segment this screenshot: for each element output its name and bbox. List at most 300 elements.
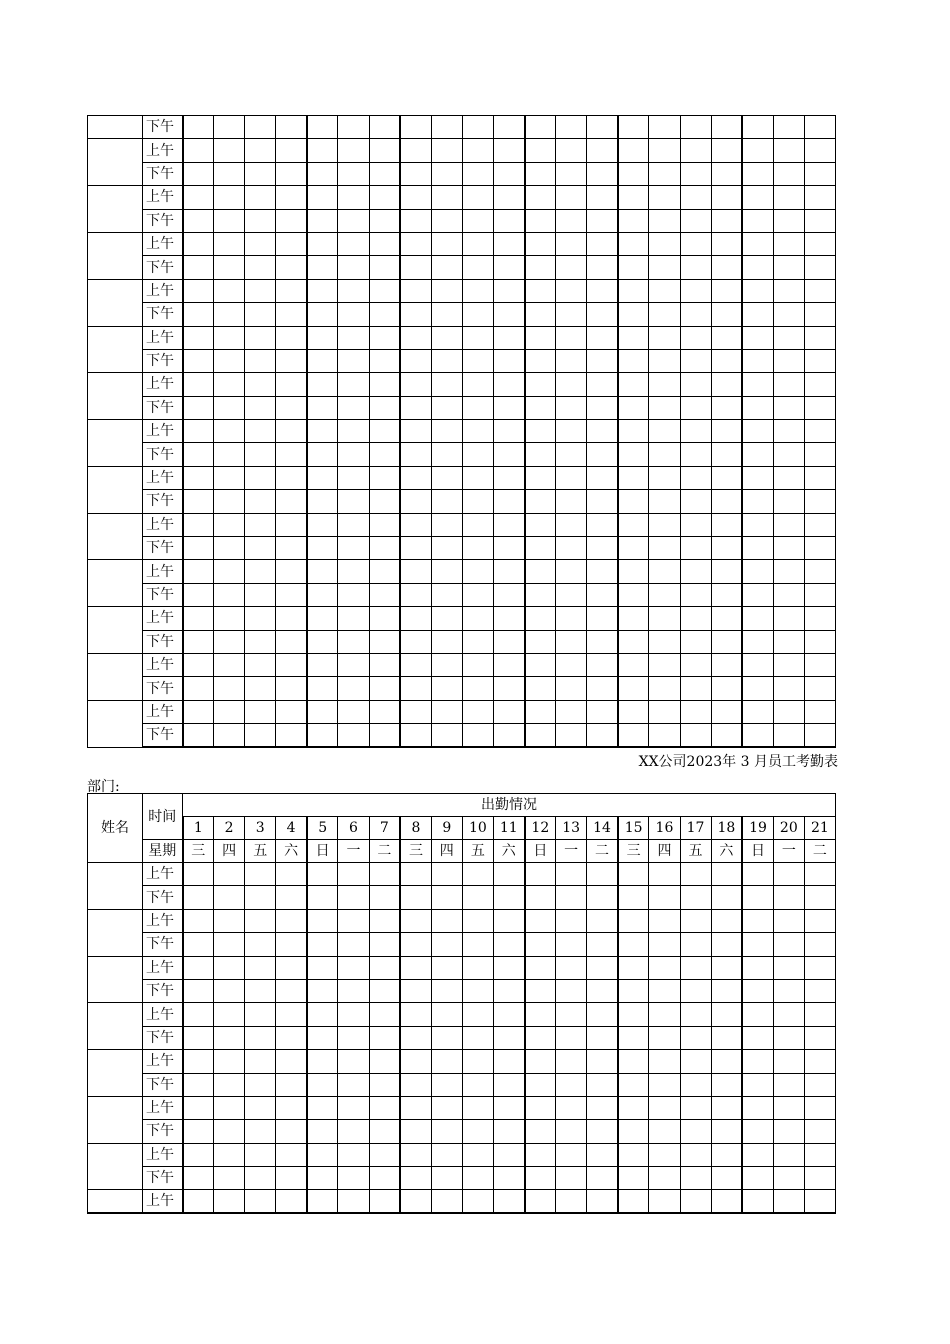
attendance-cell[interactable] <box>276 466 307 489</box>
attendance-cell[interactable] <box>773 279 804 302</box>
attendance-cell[interactable] <box>493 700 524 723</box>
attendance-cell[interactable] <box>680 886 711 909</box>
attendance-cell[interactable] <box>245 1096 276 1119</box>
attendance-cell[interactable] <box>804 560 835 583</box>
attendance-cell[interactable] <box>462 513 493 536</box>
attendance-cell[interactable] <box>400 1050 431 1073</box>
attendance-cell[interactable] <box>804 1167 835 1190</box>
attendance-cell[interactable] <box>307 162 338 185</box>
attendance-cell[interactable] <box>649 513 680 536</box>
attendance-cell[interactable] <box>556 1026 587 1049</box>
attendance-cell[interactable] <box>307 863 338 886</box>
attendance-cell[interactable] <box>462 863 493 886</box>
attendance-cell[interactable] <box>711 490 742 513</box>
attendance-cell[interactable] <box>369 1120 400 1143</box>
attendance-cell[interactable] <box>338 560 369 583</box>
attendance-cell[interactable] <box>338 677 369 700</box>
attendance-cell[interactable] <box>804 724 835 747</box>
attendance-cell[interactable] <box>649 1143 680 1166</box>
attendance-cell[interactable] <box>804 956 835 979</box>
attendance-cell[interactable] <box>711 700 742 723</box>
attendance-cell[interactable] <box>214 1026 245 1049</box>
attendance-cell[interactable] <box>400 724 431 747</box>
attendance-cell[interactable] <box>307 1120 338 1143</box>
attendance-cell[interactable] <box>462 279 493 302</box>
attendance-cell[interactable] <box>680 349 711 372</box>
attendance-cell[interactable] <box>804 1026 835 1049</box>
attendance-cell[interactable] <box>245 116 276 139</box>
attendance-cell[interactable] <box>649 443 680 466</box>
attendance-cell[interactable] <box>214 677 245 700</box>
attendance-cell[interactable] <box>525 909 556 932</box>
attendance-cell[interactable] <box>742 583 773 606</box>
attendance-cell[interactable] <box>338 1096 369 1119</box>
attendance-cell[interactable] <box>525 186 556 209</box>
employee-name-cell[interactable] <box>88 1003 143 1050</box>
attendance-cell[interactable] <box>338 1143 369 1166</box>
attendance-cell[interactable] <box>804 1143 835 1166</box>
attendance-cell[interactable] <box>307 1096 338 1119</box>
attendance-cell[interactable] <box>338 956 369 979</box>
attendance-cell[interactable] <box>183 326 214 349</box>
attendance-cell[interactable] <box>400 116 431 139</box>
attendance-cell[interactable] <box>742 279 773 302</box>
attendance-cell[interactable] <box>587 326 618 349</box>
attendance-cell[interactable] <box>276 1190 307 1213</box>
attendance-cell[interactable] <box>587 186 618 209</box>
attendance-cell[interactable] <box>431 1190 462 1213</box>
attendance-cell[interactable] <box>773 209 804 232</box>
attendance-cell[interactable] <box>618 396 649 419</box>
attendance-cell[interactable] <box>525 490 556 513</box>
attendance-cell[interactable] <box>618 607 649 630</box>
attendance-cell[interactable] <box>556 349 587 372</box>
attendance-cell[interactable] <box>493 1073 524 1096</box>
attendance-cell[interactable] <box>773 863 804 886</box>
attendance-cell[interactable] <box>276 303 307 326</box>
attendance-cell[interactable] <box>214 537 245 560</box>
attendance-cell[interactable] <box>680 116 711 139</box>
attendance-cell[interactable] <box>804 677 835 700</box>
attendance-cell[interactable] <box>525 1003 556 1026</box>
attendance-cell[interactable] <box>245 279 276 302</box>
attendance-cell[interactable] <box>525 1096 556 1119</box>
attendance-cell[interactable] <box>680 677 711 700</box>
attendance-cell[interactable] <box>462 909 493 932</box>
attendance-cell[interactable] <box>773 979 804 1002</box>
employee-name-cell[interactable] <box>88 909 143 956</box>
attendance-cell[interactable] <box>742 256 773 279</box>
attendance-cell[interactable] <box>214 933 245 956</box>
attendance-cell[interactable] <box>245 162 276 185</box>
attendance-cell[interactable] <box>742 886 773 909</box>
attendance-cell[interactable] <box>369 724 400 747</box>
attendance-cell[interactable] <box>649 653 680 676</box>
attendance-cell[interactable] <box>493 326 524 349</box>
attendance-cell[interactable] <box>462 933 493 956</box>
attendance-cell[interactable] <box>680 724 711 747</box>
attendance-cell[interactable] <box>307 232 338 255</box>
attendance-cell[interactable] <box>587 863 618 886</box>
attendance-cell[interactable] <box>587 886 618 909</box>
attendance-cell[interactable] <box>556 583 587 606</box>
attendance-cell[interactable] <box>804 700 835 723</box>
attendance-cell[interactable] <box>804 490 835 513</box>
attendance-cell[interactable] <box>276 1120 307 1143</box>
attendance-cell[interactable] <box>214 1073 245 1096</box>
attendance-cell[interactable] <box>400 630 431 653</box>
attendance-cell[interactable] <box>618 1120 649 1143</box>
attendance-cell[interactable] <box>400 677 431 700</box>
attendance-cell[interactable] <box>773 1073 804 1096</box>
attendance-cell[interactable] <box>431 979 462 1002</box>
attendance-cell[interactable] <box>804 863 835 886</box>
attendance-cell[interactable] <box>618 1073 649 1096</box>
attendance-cell[interactable] <box>400 1096 431 1119</box>
attendance-cell[interactable] <box>649 279 680 302</box>
attendance-cell[interactable] <box>214 232 245 255</box>
attendance-cell[interactable] <box>307 537 338 560</box>
attendance-cell[interactable] <box>742 209 773 232</box>
attendance-cell[interactable] <box>369 630 400 653</box>
attendance-cell[interactable] <box>276 1167 307 1190</box>
attendance-cell[interactable] <box>462 956 493 979</box>
attendance-cell[interactable] <box>183 1143 214 1166</box>
attendance-cell[interactable] <box>556 956 587 979</box>
attendance-cell[interactable] <box>711 466 742 489</box>
attendance-cell[interactable] <box>307 490 338 513</box>
attendance-cell[interactable] <box>618 349 649 372</box>
attendance-cell[interactable] <box>556 909 587 932</box>
attendance-cell[interactable] <box>649 724 680 747</box>
attendance-cell[interactable] <box>556 979 587 1002</box>
attendance-cell[interactable] <box>338 396 369 419</box>
attendance-cell[interactable] <box>276 979 307 1002</box>
attendance-cell[interactable] <box>525 326 556 349</box>
attendance-cell[interactable] <box>773 1167 804 1190</box>
attendance-cell[interactable] <box>276 909 307 932</box>
attendance-cell[interactable] <box>183 396 214 419</box>
attendance-cell[interactable] <box>245 863 276 886</box>
attendance-cell[interactable] <box>493 560 524 583</box>
attendance-cell[interactable] <box>649 232 680 255</box>
attendance-cell[interactable] <box>369 537 400 560</box>
attendance-cell[interactable] <box>493 1190 524 1213</box>
attendance-cell[interactable] <box>400 139 431 162</box>
attendance-cell[interactable] <box>680 139 711 162</box>
attendance-cell[interactable] <box>773 560 804 583</box>
attendance-cell[interactable] <box>462 979 493 1002</box>
attendance-cell[interactable] <box>183 420 214 443</box>
attendance-cell[interactable] <box>338 1050 369 1073</box>
attendance-cell[interactable] <box>556 396 587 419</box>
employee-name-cell[interactable] <box>88 956 143 1003</box>
attendance-cell[interactable] <box>773 116 804 139</box>
attendance-cell[interactable] <box>556 139 587 162</box>
attendance-cell[interactable] <box>462 420 493 443</box>
attendance-cell[interactable] <box>742 490 773 513</box>
attendance-cell[interactable] <box>338 186 369 209</box>
attendance-cell[interactable] <box>773 724 804 747</box>
attendance-cell[interactable] <box>711 607 742 630</box>
attendance-cell[interactable] <box>493 886 524 909</box>
attendance-cell[interactable] <box>680 653 711 676</box>
attendance-cell[interactable] <box>618 677 649 700</box>
attendance-cell[interactable] <box>183 209 214 232</box>
attendance-cell[interactable] <box>804 583 835 606</box>
attendance-cell[interactable] <box>587 349 618 372</box>
attendance-cell[interactable] <box>431 909 462 932</box>
attendance-cell[interactable] <box>431 653 462 676</box>
attendance-cell[interactable] <box>276 513 307 536</box>
attendance-cell[interactable] <box>525 373 556 396</box>
attendance-cell[interactable] <box>556 1120 587 1143</box>
attendance-cell[interactable] <box>773 630 804 653</box>
attendance-cell[interactable] <box>307 186 338 209</box>
attendance-cell[interactable] <box>618 303 649 326</box>
attendance-cell[interactable] <box>431 443 462 466</box>
attendance-cell[interactable] <box>369 1096 400 1119</box>
attendance-cell[interactable] <box>773 186 804 209</box>
attendance-cell[interactable] <box>276 1073 307 1096</box>
attendance-cell[interactable] <box>276 420 307 443</box>
attendance-cell[interactable] <box>649 1050 680 1073</box>
attendance-cell[interactable] <box>431 349 462 372</box>
attendance-cell[interactable] <box>773 326 804 349</box>
attendance-cell[interactable] <box>462 490 493 513</box>
attendance-cell[interactable] <box>214 1190 245 1213</box>
employee-name-cell[interactable] <box>88 373 143 420</box>
attendance-cell[interactable] <box>431 537 462 560</box>
attendance-cell[interactable] <box>431 303 462 326</box>
employee-name-cell[interactable] <box>88 232 143 279</box>
attendance-cell[interactable] <box>400 373 431 396</box>
attendance-cell[interactable] <box>369 396 400 419</box>
attendance-cell[interactable] <box>338 607 369 630</box>
attendance-cell[interactable] <box>587 279 618 302</box>
attendance-cell[interactable] <box>493 139 524 162</box>
attendance-cell[interactable] <box>742 724 773 747</box>
attendance-cell[interactable] <box>711 396 742 419</box>
attendance-cell[interactable] <box>711 653 742 676</box>
attendance-cell[interactable] <box>804 420 835 443</box>
attendance-cell[interactable] <box>773 653 804 676</box>
attendance-cell[interactable] <box>369 1003 400 1026</box>
attendance-cell[interactable] <box>742 186 773 209</box>
attendance-cell[interactable] <box>680 256 711 279</box>
attendance-cell[interactable] <box>276 1026 307 1049</box>
attendance-cell[interactable] <box>680 1073 711 1096</box>
attendance-cell[interactable] <box>711 1073 742 1096</box>
attendance-cell[interactable] <box>183 583 214 606</box>
attendance-cell[interactable] <box>276 583 307 606</box>
employee-name-cell[interactable] <box>88 607 143 654</box>
attendance-cell[interactable] <box>183 443 214 466</box>
attendance-cell[interactable] <box>307 1143 338 1166</box>
attendance-cell[interactable] <box>462 1003 493 1026</box>
attendance-cell[interactable] <box>214 116 245 139</box>
attendance-cell[interactable] <box>431 1143 462 1166</box>
attendance-cell[interactable] <box>804 256 835 279</box>
attendance-cell[interactable] <box>245 1026 276 1049</box>
attendance-cell[interactable] <box>742 677 773 700</box>
attendance-cell[interactable] <box>556 724 587 747</box>
attendance-cell[interactable] <box>183 677 214 700</box>
attendance-cell[interactable] <box>431 396 462 419</box>
employee-name-cell[interactable] <box>88 279 143 326</box>
attendance-cell[interactable] <box>369 1190 400 1213</box>
attendance-cell[interactable] <box>587 256 618 279</box>
attendance-cell[interactable] <box>525 1190 556 1213</box>
attendance-cell[interactable] <box>711 116 742 139</box>
attendance-cell[interactable] <box>214 420 245 443</box>
attendance-cell[interactable] <box>556 933 587 956</box>
attendance-cell[interactable] <box>804 1096 835 1119</box>
attendance-cell[interactable] <box>587 420 618 443</box>
attendance-cell[interactable] <box>338 349 369 372</box>
attendance-cell[interactable] <box>556 373 587 396</box>
attendance-cell[interactable] <box>556 886 587 909</box>
attendance-cell[interactable] <box>462 1190 493 1213</box>
attendance-cell[interactable] <box>680 933 711 956</box>
attendance-cell[interactable] <box>183 886 214 909</box>
attendance-cell[interactable] <box>276 349 307 372</box>
attendance-cell[interactable] <box>649 1073 680 1096</box>
attendance-cell[interactable] <box>400 583 431 606</box>
attendance-cell[interactable] <box>462 256 493 279</box>
attendance-cell[interactable] <box>556 1050 587 1073</box>
attendance-cell[interactable] <box>649 116 680 139</box>
attendance-cell[interactable] <box>525 537 556 560</box>
attendance-cell[interactable] <box>183 466 214 489</box>
attendance-cell[interactable] <box>493 513 524 536</box>
attendance-cell[interactable] <box>680 1096 711 1119</box>
attendance-cell[interactable] <box>431 1003 462 1026</box>
attendance-cell[interactable] <box>680 279 711 302</box>
attendance-cell[interactable] <box>587 677 618 700</box>
attendance-cell[interactable] <box>711 1143 742 1166</box>
attendance-cell[interactable] <box>183 909 214 932</box>
attendance-cell[interactable] <box>462 700 493 723</box>
attendance-cell[interactable] <box>431 162 462 185</box>
attendance-cell[interactable] <box>493 1167 524 1190</box>
attendance-cell[interactable] <box>214 886 245 909</box>
attendance-cell[interactable] <box>431 700 462 723</box>
attendance-cell[interactable] <box>711 209 742 232</box>
attendance-cell[interactable] <box>400 863 431 886</box>
attendance-cell[interactable] <box>276 443 307 466</box>
attendance-cell[interactable] <box>307 933 338 956</box>
attendance-cell[interactable] <box>556 1167 587 1190</box>
attendance-cell[interactable] <box>493 162 524 185</box>
attendance-cell[interactable] <box>183 1096 214 1119</box>
attendance-cell[interactable] <box>618 886 649 909</box>
employee-name-cell[interactable] <box>88 116 143 139</box>
attendance-cell[interactable] <box>804 232 835 255</box>
attendance-cell[interactable] <box>214 979 245 1002</box>
attendance-cell[interactable] <box>773 933 804 956</box>
attendance-cell[interactable] <box>276 537 307 560</box>
attendance-cell[interactable] <box>462 677 493 700</box>
attendance-cell[interactable] <box>338 583 369 606</box>
attendance-cell[interactable] <box>338 979 369 1002</box>
attendance-cell[interactable] <box>742 1167 773 1190</box>
attendance-cell[interactable] <box>711 583 742 606</box>
attendance-cell[interactable] <box>742 326 773 349</box>
attendance-cell[interactable] <box>400 653 431 676</box>
attendance-cell[interactable] <box>711 560 742 583</box>
attendance-cell[interactable] <box>525 933 556 956</box>
attendance-cell[interactable] <box>493 186 524 209</box>
attendance-cell[interactable] <box>618 560 649 583</box>
attendance-cell[interactable] <box>307 1050 338 1073</box>
attendance-cell[interactable] <box>773 956 804 979</box>
attendance-cell[interactable] <box>183 560 214 583</box>
attendance-cell[interactable] <box>587 956 618 979</box>
attendance-cell[interactable] <box>742 933 773 956</box>
attendance-cell[interactable] <box>400 490 431 513</box>
attendance-cell[interactable] <box>462 537 493 560</box>
attendance-cell[interactable] <box>742 653 773 676</box>
employee-name-cell[interactable] <box>88 1096 143 1143</box>
attendance-cell[interactable] <box>618 116 649 139</box>
attendance-cell[interactable] <box>307 443 338 466</box>
attendance-cell[interactable] <box>183 349 214 372</box>
attendance-cell[interactable] <box>618 653 649 676</box>
attendance-cell[interactable] <box>462 209 493 232</box>
attendance-cell[interactable] <box>462 373 493 396</box>
attendance-cell[interactable] <box>214 1167 245 1190</box>
attendance-cell[interactable] <box>525 513 556 536</box>
attendance-cell[interactable] <box>462 886 493 909</box>
attendance-cell[interactable] <box>649 326 680 349</box>
attendance-cell[interactable] <box>587 396 618 419</box>
attendance-cell[interactable] <box>680 373 711 396</box>
attendance-cell[interactable] <box>618 373 649 396</box>
attendance-cell[interactable] <box>431 886 462 909</box>
attendance-cell[interactable] <box>245 1190 276 1213</box>
attendance-cell[interactable] <box>587 1003 618 1026</box>
attendance-cell[interactable] <box>742 443 773 466</box>
attendance-cell[interactable] <box>525 956 556 979</box>
attendance-cell[interactable] <box>804 1120 835 1143</box>
attendance-cell[interactable] <box>680 863 711 886</box>
attendance-cell[interactable] <box>369 933 400 956</box>
attendance-cell[interactable] <box>711 186 742 209</box>
attendance-cell[interactable] <box>307 653 338 676</box>
attendance-cell[interactable] <box>493 443 524 466</box>
attendance-cell[interactable] <box>680 1190 711 1213</box>
attendance-cell[interactable] <box>587 560 618 583</box>
attendance-cell[interactable] <box>804 630 835 653</box>
attendance-cell[interactable] <box>183 303 214 326</box>
attendance-cell[interactable] <box>525 1073 556 1096</box>
attendance-cell[interactable] <box>338 537 369 560</box>
attendance-cell[interactable] <box>431 116 462 139</box>
attendance-cell[interactable] <box>742 537 773 560</box>
attendance-cell[interactable] <box>680 162 711 185</box>
attendance-cell[interactable] <box>431 933 462 956</box>
attendance-cell[interactable] <box>556 209 587 232</box>
attendance-cell[interactable] <box>307 724 338 747</box>
attendance-cell[interactable] <box>711 956 742 979</box>
attendance-cell[interactable] <box>649 560 680 583</box>
attendance-cell[interactable] <box>711 420 742 443</box>
attendance-cell[interactable] <box>587 466 618 489</box>
attendance-cell[interactable] <box>493 653 524 676</box>
attendance-cell[interactable] <box>431 186 462 209</box>
attendance-cell[interactable] <box>618 724 649 747</box>
